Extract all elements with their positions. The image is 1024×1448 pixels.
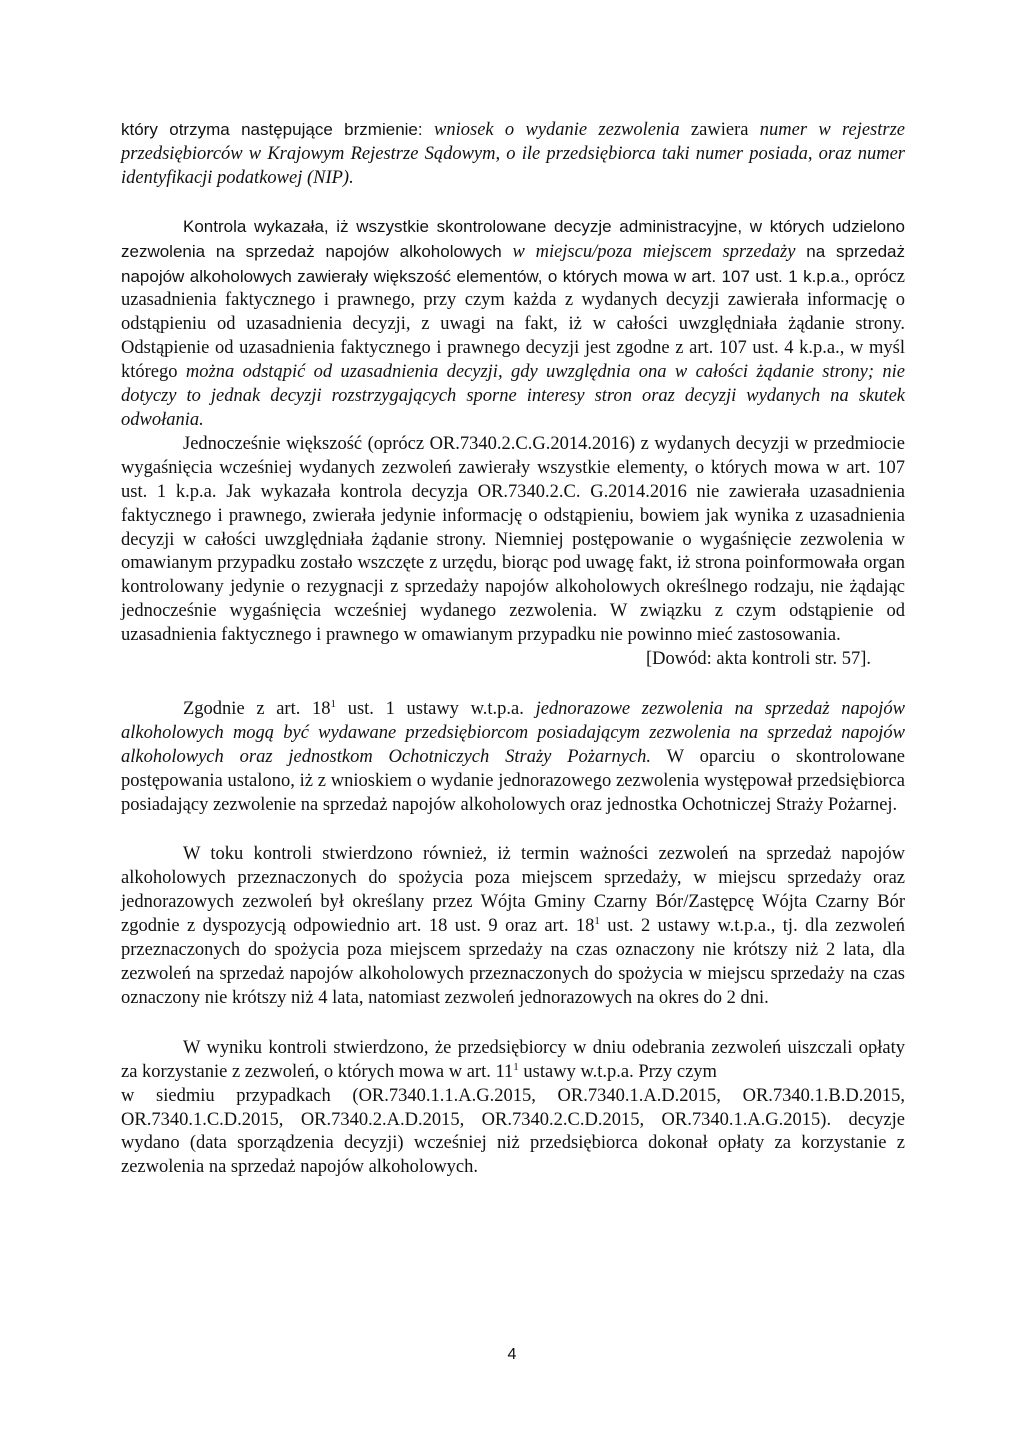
superscript: 1 [594,915,600,928]
italic-quote: jednorazowe zezwolenia na sprzedaż napojów alkoholowych mogą być wydawane przedsiębiorcom posiadającym zezwolenia na sprzedaż napojów alkoholowych oraz jednostkom Ochotniczych Straży Pożarnych. [121,698,906,767]
italic-text: w miejscu/poza miejscem sprzedaży [512,241,796,262]
italic-text: wniosek o wydanie zezwolenia [434,120,680,140]
italic-quote: można odstąpić od uzasadnienia decyzji, gdy uwzględnia ona w całości żądanie strony; nie dotyczy to jednak decyzji rozstrzygających sporne interesy stron oraz decyzji wydanych na skutek odwołania. [121,362,905,430]
paragraph-fees-cases: w siedmiu przypadkach (OR.7340.1.1.A.G.2015, OR.7340.1.A.D.2015, OR.7340.1.B.D.2015, OR.7340.1.C.D.2015, OR.7340.2.A.D.2015, OR.7340.2.C.D.2015, OR.7340.1.A.G.2015). decyzje wydano (data sporządzenia decyzji) wcześniej niż przedsiębiorca dokonał opłaty za korzystanie z zezwolenia na sprzedaż napojów alkoholowych. [121,1085,905,1178]
text: ust. 2 ustawy w.t.p.a., tj. dla zezwoleń przeznaczonych do spożycia poza miejscem sprzedaży na czas oznaczony nie krótszy niż 2 lata, dla zezwoleń na sprzedaż napojów alkoholowych przeznaczonych do spożycia w miejscu sprzedaży na czas oznaczony nie krótszy niż 4 lata, natomiast zezwoleń jednorazowych na okres do 2 dni. [121,916,905,1008]
superscript: 1 [330,697,337,710]
paragraph-one-time-permits [121,698,905,818]
italic-quote: numer w rejestrze przedsiębiorców w Krajowym Rejestrze Sądowym, o ile przedsiębiorca taki numer posiada, oraz numer identyfikacji podatkowej (NIP). [121,120,905,188]
spacer [121,191,905,215]
paragraph-expiry-decisions: Jednocześnie większość (oprócz OR.7340.2.C.G.2014.2016) z wydanych decyzji w przedmiocie wygaśnięcia wcześniej wydanych zezwoleń zawierały wszystkie elementy, o których mowa w art. 107 ust. 1 k.p.a. Jak wykazała kontrola decyzja OR.7340.2.C. G.2014.2016 nie zawierała uzasadnienia faktycznego i prawnego, zwierała jedynie informację o odstąpieniu, bowiem jak wynika z uzasadnienia decyzji w całości uwzględniała żądanie strony. Niemniej postępowanie o wygaśnięcie zezwolenia w omawianym przypadku zostało wszczęte z urzędu, biorąc pod uwagę fakt, iż strona poinformowała organ kontrolowany jedynie o rezygnacji z sprzedaży napojów alkoholowych określnego rodzaju, nie żądając jednocześnie wygaśnięcia wcześniej wydanego zezwolenia. W związku z czym odstąpienie od uzasadnienia faktycznego i prawnego w omawianym przypadku nie powinno mieć zastosowania. [121,433,905,646]
text: ustawy w.t.p.a. Przy czym [518,1061,717,1082]
evidence-reference: [Dowód: akta kontroli str. 57]. [645,649,871,670]
page-number: 4 [507,1346,517,1363]
lead-text: który otrzyma następujące brzmienie: [121,120,435,139]
superscript: 1 [513,1060,519,1073]
text: W wyniku kontroli stwierdzono, że przedsiębiorcy w dniu odebrania zezwoleń uiszczali opłaty za korzystanie z zezwoleń, o których mowa w art. 11 [121,1037,905,1082]
paragraph-definition [121,118,905,191]
paragraph-validity-period [121,843,905,1010]
text: zawiera [679,120,760,140]
spacer [121,817,905,843]
text: Kontrola wykazała, iż wszystkie skontrolowane decyzje administracyjne, w których udzielono zezwolenia na sprzedaż napojów alkoholowych [121,216,905,261]
text: W toku kontroli stwierdzono również, iż termin ważności zezwoleń na sprzedaż napojów alkoholowych przeznaczonych do spożycia poza miejscem sprzedaży, w miejscu sprzedaży oraz jednorazowych zezwoleń był określany przez Wójta Gminy Czarny Bór/Zastępcę Wójta Czarny Bór zgodnie z dyspozycją odpowiednio art. 18 ust. 9 oraz art. 18 [121,844,905,937]
spacer [121,672,905,698]
spacer [121,1011,905,1037]
text: , oprócz uzasadnienia faktycznego i prawnego, przy czym każda z wydanych decyzji zawierała informację o odstąpieniu od uzasadnienia decyzji, z uwagi na fakt, iż w całości uwzględniała żądanie strony. Odstąpienie od uzasadnienia faktycznego i prawnego decyzji jest zgodne z art. 107 ust. 4 k.p.a., w myśl którego [121,266,905,383]
paragraph-fees [121,1037,905,1085]
text: Zgodnie z art. 18 [183,698,331,719]
paragraph-control-findings [121,215,905,433]
body-text-top [121,118,905,1180]
text: W oparciu o skontrolowane postępowania ustalono, iż z wnioskiem o wydanie jednorazowego zezwolenia występował przedsiębiorca posiadający zezwolenie na sprzedaż napojów alkoholowych oraz jednostka Ochotniczej Straży Pożarnej. [121,746,905,815]
text: na sprzedaż napojów alkoholowych zawierały większość elementów, o których mowa w art. 107 ust. 1 k.p.a. [121,241,905,286]
text: ust. 1 ustawy w.t.p.a. [336,698,536,719]
